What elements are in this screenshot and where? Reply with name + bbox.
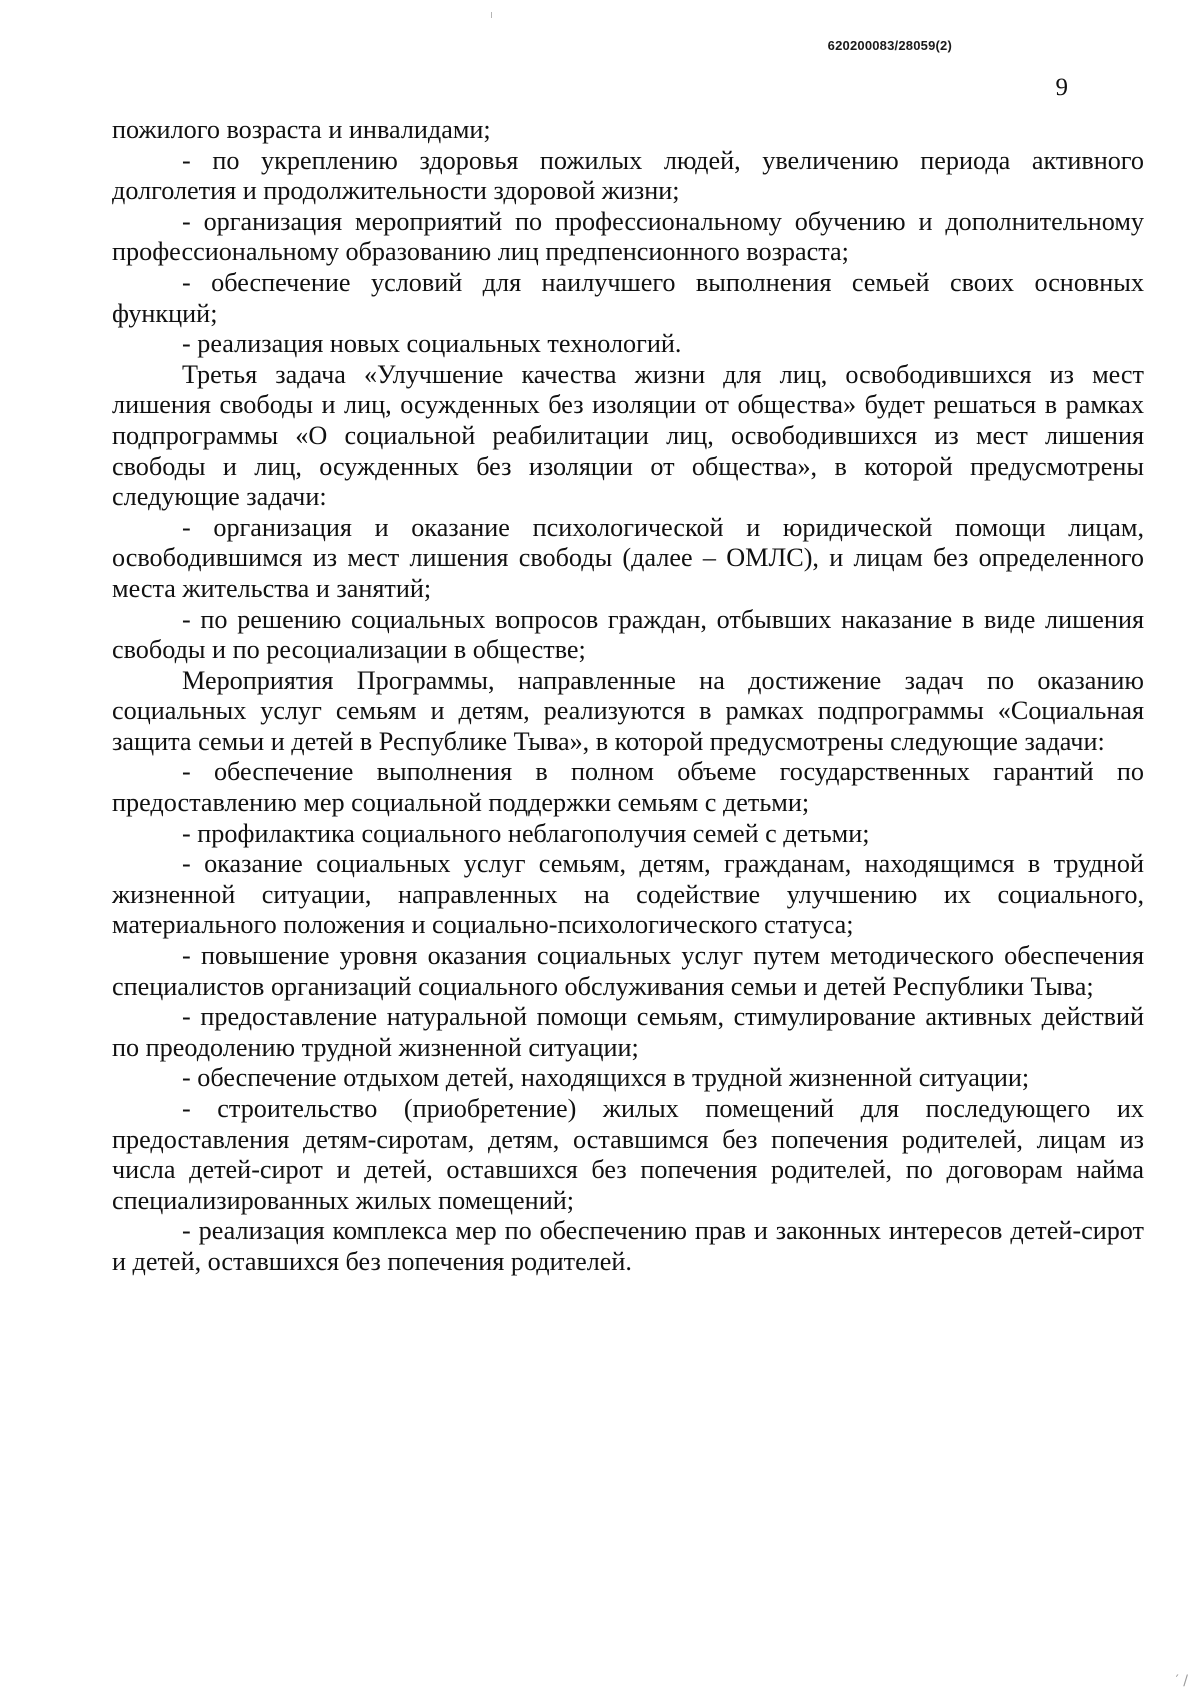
scan-mark: ′ / [1175,1673,1188,1689]
list-item: - предоставление натуральной помощи семьям, стимулирование активных действий по преодолению трудной жизненной ситуации; [112,1002,1144,1062]
list-item: - обеспечение выполнения в полном объеме государственных гарантий по предоставлению мер социальной поддержки семьям с детьми; [112,757,1144,818]
list-item: - организация и оказание психологической и юридической помощи лицам, освободившимся из мест лишения свободы (далее – ОМЛС), и лицам без определенного места жительства и занятий; [112,512,1144,603]
paragraph: Третья задача «Улучшение качества жизни для лиц, освободившихся из мест лишения свободы и лиц, осужденных без изоляции от общества» будет решаться в рамках подпрограммы «О социальной реабилитации лиц, освободившихся из мест лишения свободы и лиц, осужденных без изоляции от общества», в которой предусмотрены следующие задачи: [112,359,1144,512]
list-item: - реализация новых социальных технологий. [182,329,682,359]
page-number: 9 [1055,74,1068,101]
document-body [112,115,1144,1278]
scan-speck [491,12,492,18]
list-item: - строительство (приобретение) жилых помещений для последующего их предоставления детям-сиротам, детям, оставшимся без попечения родителей, лицам из числа детей-сирот и детей, оставшихся без попечения родителей, по договорам найма специализированных жилых помещений; [112,1094,1144,1215]
list-item: - обеспечение условий для наилучшего выполнения семьей своих основных функций; [112,267,1144,328]
list-item: - реализация комплекса мер по обеспечению прав и законных интересов детей-сирот и детей, оставшихся без попечения родителей. [112,1216,1144,1276]
list-item: - по укреплению здоровья пожилых людей, увеличению периода активного долголетия и продолжительности здоровой жизни; [112,145,1144,206]
list-item: - организация мероприятий по профессиональному обучению и дополнительному профессиональному образованию лиц предпенсионного возраста; [112,206,1144,267]
list-item: - профилактика социального неблагополучия семей с детьми; [182,818,870,848]
paragraph: пожилого возраста и инвалидами; [112,115,491,144]
list-item: - оказание социальных услуг семьям, детям, гражданам, находящимся в трудной жизненной ситуации, направленных на содействие улучшению их социального, материального положения и социально-психологического статуса; [112,849,1144,940]
paragraph: Мероприятия Программы, направленные на достижение задач по оказанию социальных услуг семьям и детям, реализуются в рамках подпрограммы «Социальная защита семьи и детей в Республике Тыва», в которой предусмотрены следующие задачи: [112,665,1144,756]
document-id: 620200083/28059(2) [827,38,952,53]
list-item: - по решению социальных вопросов граждан, отбывших наказание в виде лишения свободы и по ресоциализации в обществе; [112,604,1144,665]
list-item: - повышение уровня оказания социальных услуг путем методического обеспечения специалистов организаций социального обслуживания семьи и детей Республики Тыва; [112,941,1144,1001]
list-item: - обеспечение отдыхом детей, находящихся в трудной жизненной ситуации; [182,1063,1030,1093]
